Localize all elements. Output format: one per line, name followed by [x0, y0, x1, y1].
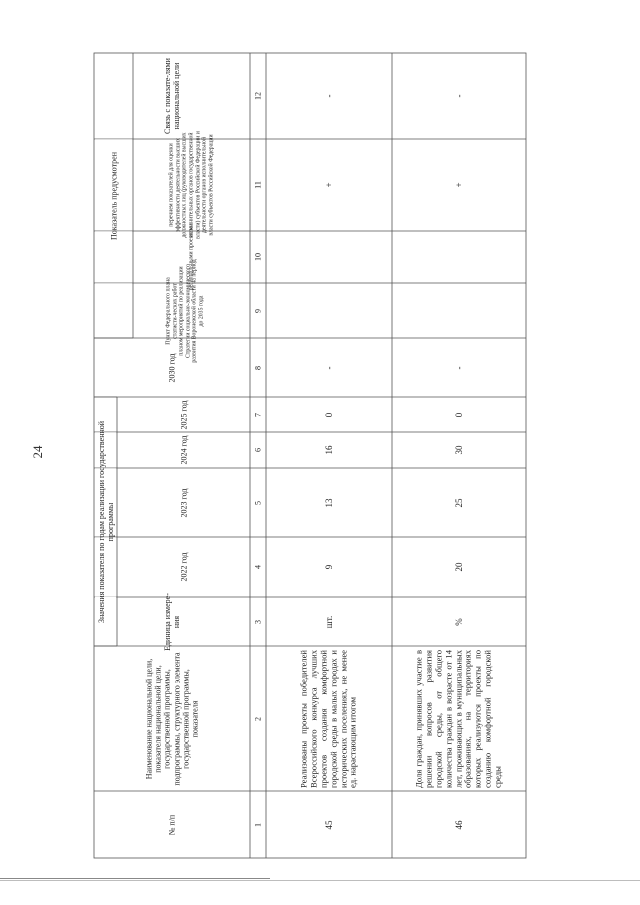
page-number: 24	[30, 445, 45, 459]
value-2024: 30	[453, 445, 464, 455]
col-number-5-text: 5	[253, 500, 263, 505]
value-2024: 16	[323, 445, 334, 455]
link-value: -	[323, 94, 334, 98]
scan-edge-line	[0, 878, 270, 879]
row-name: Доля граждан, принявших участие в решении вопросов развития городской среды, от общего количества граждан в возрасте от 14 лет, проживающих в муниципальных образованиях, на территориях которых реализуются проекты по созданию комфортной городской среды	[413, 649, 503, 788]
col-number-8	[250, 338, 266, 397]
value-2030: -	[453, 366, 464, 369]
row-link	[266, 53, 392, 139]
regional-projects-value: +	[323, 182, 334, 188]
header-plan-measures-text: планом мероприятий по реализации Стратегии социально-экономического развития Воронежской области на период до 2035 года	[178, 258, 205, 363]
header-link	[94, 53, 250, 139]
link-value: -	[453, 94, 464, 98]
table-row	[392, 791, 526, 858]
row-value-2030	[266, 338, 392, 397]
row-value-2022	[266, 537, 392, 597]
col-number-6-text: 6	[253, 448, 263, 452]
header-unit	[94, 592, 250, 651]
col-number-3-text: 3	[253, 619, 263, 624]
header-name	[94, 646, 250, 791]
header-provided-group-text: Показатель предусмотрен	[108, 151, 118, 240]
col-number-11-text: 11	[253, 181, 263, 189]
col-number-5	[250, 468, 266, 537]
row-value-2022	[392, 537, 526, 597]
header-year-2022	[117, 537, 250, 597]
row-value-2030	[392, 338, 526, 397]
value-2025: 0	[323, 412, 334, 417]
row-value-2023	[392, 468, 526, 537]
col-number-2	[250, 646, 266, 791]
col-number-6	[250, 432, 266, 468]
scan-edge-line	[0, 880, 640, 881]
row-value-2025	[392, 397, 526, 432]
table-row	[266, 791, 392, 858]
col-number-1	[250, 791, 266, 858]
col-number-7-text: 7	[253, 412, 263, 417]
row-unit-cell	[266, 597, 392, 646]
row-value-2023	[266, 468, 392, 537]
row-plan-measures	[266, 231, 392, 283]
col-number-4-text: 4	[253, 565, 263, 569]
col-number-12	[250, 53, 266, 139]
row-regional-projects	[392, 139, 526, 231]
value-2030: -	[323, 366, 334, 369]
row-link	[392, 53, 526, 139]
year-2024-label: 2024 год	[178, 435, 188, 465]
col-number-4	[250, 537, 266, 597]
col-number-8-text: 8	[253, 365, 263, 370]
row-fed-plan	[392, 283, 526, 338]
row-unit-cell	[392, 597, 526, 646]
header-values-group	[94, 397, 117, 646]
row-unit: шт.	[323, 615, 334, 628]
header-year-2025	[117, 397, 250, 432]
row-num: 45	[323, 820, 334, 829]
value-2023: 25	[453, 498, 464, 507]
header-name-text: Наименование национальной цели, показателя национальной цели, государственной программы, подпрограммы, структурного элемента государственной программы, показателя	[144, 651, 200, 786]
row-fed-plan	[266, 283, 392, 338]
header-num	[94, 791, 250, 858]
col-number-11	[250, 139, 266, 231]
header-fed-plan-text: Пункт Федерального плана статисти-ческих работ	[165, 276, 178, 345]
header-unit-text: Единица измере-ния	[162, 592, 181, 651]
col-number-12-text: 12	[253, 92, 263, 100]
col-number-9-text: 9	[253, 308, 263, 313]
header-assessment	[133, 131, 250, 239]
year-2022-label: 2022 год	[178, 552, 188, 582]
col-number-3	[250, 597, 266, 646]
row-value-2024	[392, 432, 526, 468]
row-name-cell	[392, 646, 526, 791]
col-number-10	[250, 231, 266, 283]
year-2025-label: 2025 год	[178, 400, 188, 429]
row-num: 46	[453, 820, 464, 829]
col-number-7	[250, 397, 266, 432]
header-num-text: № п/п	[167, 814, 177, 835]
header-regional-projects-text: региональными проектами	[188, 223, 195, 291]
col-number-2-text: 2	[253, 716, 263, 721]
row-value-2025	[266, 397, 392, 432]
col-number-1-text: 1	[253, 822, 263, 827]
header-assessment-text: перечнем показателей для оценки эффективности деятельности высших должностных лиц (руководителей высших исполнительных органов государственной власти) субъектов Российской Федерации и деятельности органов исполнительной власти субъектов Российской Федерации	[168, 131, 215, 239]
row-regional-projects	[266, 139, 392, 231]
value-2022: 20	[453, 562, 464, 572]
header-values-group-text: Значения показателя по годам реализации государственной программы	[96, 420, 115, 623]
value-2025: 0	[453, 412, 464, 417]
year-2030-label: 2030 год	[167, 353, 177, 382]
row-name: Реализованы проекты победителей Всероссийского конкурса лучших проектов создания комфортной городской среды в малых городах и исторических поселениях, не менее ед. нарастающим итогом	[298, 649, 358, 788]
col-number-9	[250, 283, 266, 338]
col-number-10-text: 10	[253, 253, 263, 261]
regional-projects-value: +	[453, 182, 464, 188]
value-2022: 9	[323, 564, 334, 570]
header-link-text: Связь с показате-лями национальной цели	[162, 58, 181, 134]
row-name-cell	[266, 646, 392, 791]
row-unit: %	[453, 617, 464, 626]
row-value-2024	[266, 432, 392, 468]
year-2023-label: 2023 год	[178, 488, 188, 517]
row-plan-measures	[392, 231, 526, 283]
value-2023: 13	[323, 498, 334, 507]
